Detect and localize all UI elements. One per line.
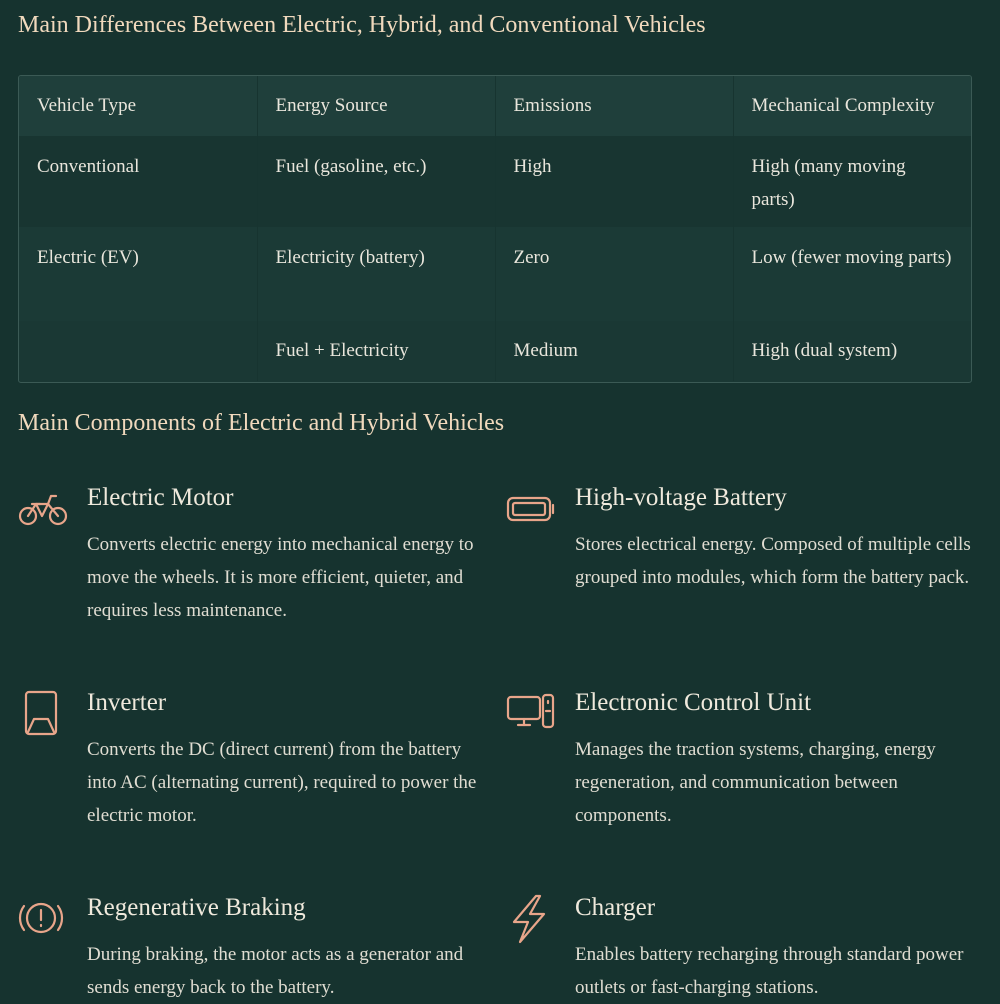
component-description: Stores electrical energy. Composed of multiple cells grouped into modules, which form the battery pack. xyxy=(575,534,971,588)
table-header-row xyxy=(19,76,971,136)
component-name: Charger xyxy=(575,894,656,921)
table-row xyxy=(19,227,971,321)
component-name: Inverter xyxy=(87,689,167,716)
component-description: Manages the traction systems, charging, energy regeneration, and communication between components. xyxy=(575,739,936,826)
table-cell: Medium xyxy=(495,321,733,381)
table-cell: High xyxy=(495,136,733,227)
header-vehicle-type: Vehicle Type xyxy=(19,76,257,136)
table-cell: Fuel + Electricity xyxy=(257,321,495,381)
component-name: Electric Motor xyxy=(87,484,234,511)
component-name: Regenerative Braking xyxy=(87,894,306,921)
table-cell xyxy=(19,321,257,381)
table-cell: Electricity (battery) xyxy=(257,227,495,321)
battery-icon xyxy=(506,484,556,534)
component-description: Enables battery recharging through standard power outlets or fast-charging stations. xyxy=(575,944,964,998)
lightning-icon xyxy=(506,894,556,944)
alert-circle-icon xyxy=(18,894,68,944)
component-description: Converts electric energy into mechanical energy to move the wheels. It is more efficient, quieter, and requires less maintenance. xyxy=(87,534,474,621)
header-energy-source: Energy Source xyxy=(257,76,495,136)
table-row xyxy=(19,321,971,381)
table-cell: High (many moving parts) xyxy=(751,156,906,210)
motorcycle-icon xyxy=(18,484,68,534)
component-description: Converts the DC (direct current) from the battery into AC (alternating current), required to power the electric motor. xyxy=(87,739,477,826)
table-cell: Zero xyxy=(495,227,733,321)
header-emissions: Emissions xyxy=(495,76,733,136)
table-row xyxy=(19,136,971,227)
components-title: Main Components of Electric and Hybrid Vehicles xyxy=(18,410,505,436)
table-cell: Low (fewer moving parts) xyxy=(751,247,952,268)
computer-icon xyxy=(506,689,556,739)
table-cell: Fuel (gasoline, etc.) xyxy=(257,136,495,227)
component-name: Electronic Control Unit xyxy=(575,689,812,716)
table-cell: Conventional xyxy=(19,136,257,227)
component-description: During braking, the motor acts as a generator and sends energy back to the battery. xyxy=(87,944,464,998)
comparison-table xyxy=(18,75,972,383)
differences-title: Main Differences Between Electric, Hybrid, and Conventional Vehicles xyxy=(18,12,706,38)
table-cell: High (dual system) xyxy=(751,340,898,361)
inverter-icon xyxy=(18,689,68,739)
component-name: High-voltage Battery xyxy=(575,484,787,511)
table-cell: Electric (EV) xyxy=(19,227,257,321)
header-mechanical-complexity: Mechanical Complexity xyxy=(751,95,935,116)
